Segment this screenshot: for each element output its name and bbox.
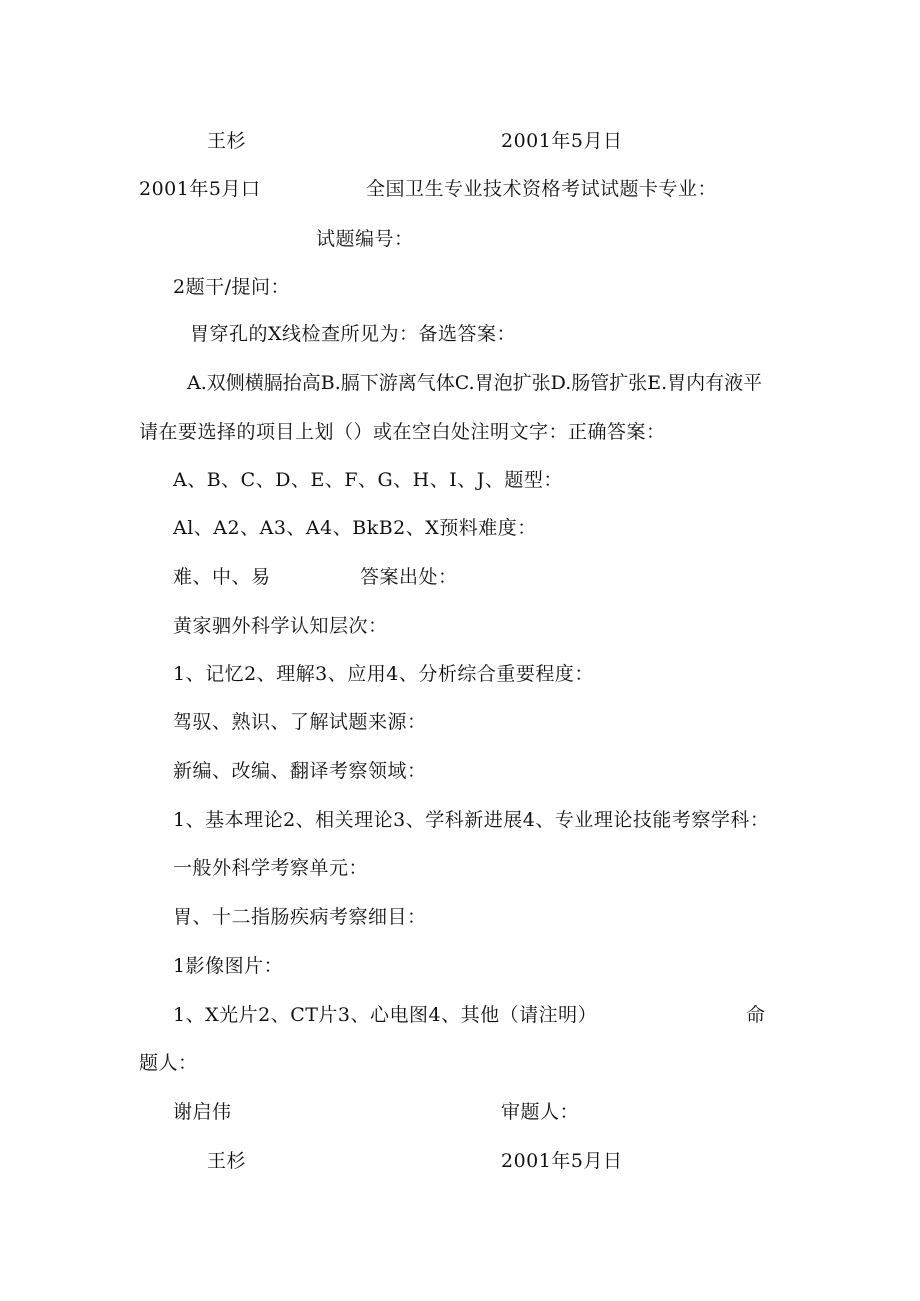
answer-options: A.双侧横膈抬高B.膈下游离气体C.胃泡扩张D.肠管扩张E.胃内有液平 [187, 372, 763, 394]
cognitive-levels: 1、记忆2、理解3、应用4、分析综合重要程度： [173, 663, 594, 685]
header-date: 2001年5月口 [139, 178, 261, 200]
imaging-label: 1影像图片： [173, 955, 284, 977]
document-title: 全国卫生专业技术资格考试试题卡专业： [366, 178, 718, 200]
answer-choices: A、B、C、D、E、F、G、H、I、J、题型： [173, 469, 563, 491]
footer-reviewer-name: 王杉 [207, 1150, 247, 1172]
source-label: 答案出处： [360, 566, 458, 588]
question-stem: 胃穿孔的X线检查所见为：备选答案： [190, 323, 517, 345]
question-number-label: 试题编号： [316, 228, 414, 250]
author-label-part1: 命 [746, 1004, 766, 1026]
author-label-part2: 题人： [139, 1052, 198, 1074]
top-reviewer-name: 王杉 [207, 130, 247, 152]
examined-subject: 一般外科学考察单元： [173, 857, 369, 879]
author-name: 谢启伟 [173, 1101, 232, 1123]
stem-label: 2题干/提问： [173, 276, 290, 298]
footer-date: 2001年5月日 [501, 1150, 623, 1172]
reviewer-label: 审题人： [501, 1101, 580, 1123]
examined-domains: 1、基本理论2、相关理论3、学科新进展4、专业理论技能考察学科： [173, 809, 770, 831]
instruction-text: 请在要选择的项目上划（）或在空白处注明文字：正确答案： [139, 421, 666, 443]
top-date: 2001年5月日 [501, 130, 623, 152]
source-cognitive: 黄家驷外科学认知层次： [173, 615, 388, 637]
examined-unit: 胃、十二指肠疾病考察细目： [173, 906, 427, 928]
imaging-options: 1、X光片2、CT片3、心电图4、其他（请注明） [173, 1004, 598, 1026]
importance-levels: 驾驭、熟识、了解试题来源： [173, 711, 427, 733]
question-types: Al、A2、A3、A4、BkB2、X预料难度： [173, 517, 537, 539]
difficulty-levels: 难、中、易 [173, 566, 271, 588]
question-origin: 新编、改编、翻译考察领域： [173, 760, 427, 782]
